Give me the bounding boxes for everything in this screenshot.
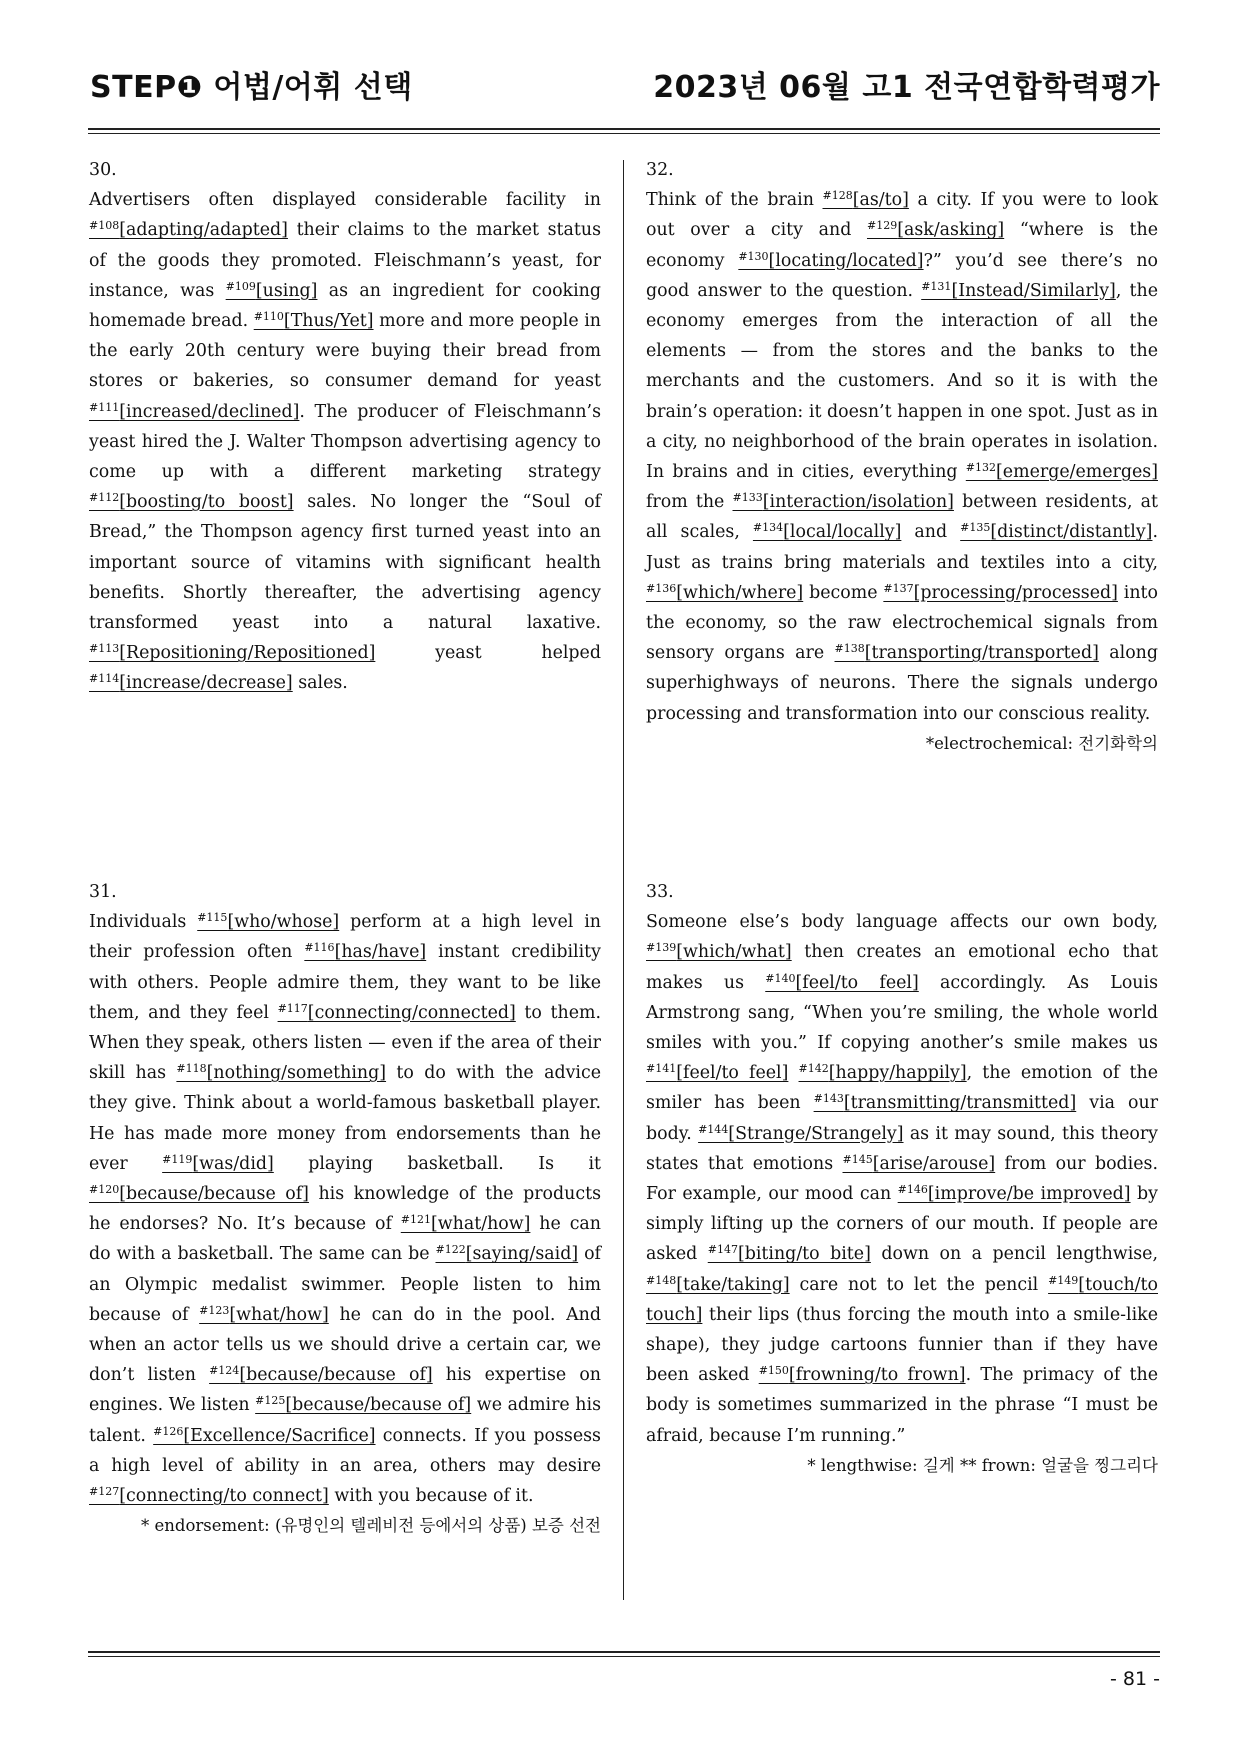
- passage-text: his expertise on engines. We listen: [89, 1365, 601, 1416]
- answer-blank: [867, 220, 1004, 240]
- answer-blank: [799, 1063, 967, 1083]
- blank-options: [which/what]: [676, 942, 792, 963]
- answer-blank: [89, 402, 299, 422]
- passage-text: his knowledge of the products he endorses? No. It’s because of: [89, 1184, 601, 1235]
- passage-text: he can do in the pool. And when an actor tells us we should drive a certain car, we don’t listen: [89, 1304, 601, 1386]
- blank-number: #120: [89, 1183, 120, 1197]
- answer-blank: [255, 1395, 471, 1415]
- answer-blank: [197, 912, 339, 932]
- blank-number: #117: [277, 1001, 308, 1015]
- passage-text: down on a pencil lengthwise,: [870, 1244, 1158, 1265]
- question-number: 33.: [646, 882, 674, 902]
- answer-blank: [835, 643, 1099, 663]
- blank-options: [biting/to bite]: [737, 1244, 871, 1265]
- passage-text: as it may sound, this theory states that emotions: [646, 1123, 1158, 1174]
- blank-options: [happy/happily]: [828, 1063, 967, 1084]
- blank-options: [Thus/Yet]: [283, 311, 374, 332]
- blank-options: [locating/located]: [768, 250, 924, 271]
- blank-number: #137: [883, 581, 914, 595]
- blank-options: [frowning/to frown]: [788, 1365, 966, 1386]
- blank-options: [Instead/Similarly]: [951, 280, 1116, 301]
- blank-options: [Strange/Strangely]: [728, 1123, 904, 1144]
- answer-blank: [304, 942, 426, 962]
- passage-text: connects. If you possess a high level of ability in an area, others may desire: [89, 1425, 601, 1476]
- blank-number: #139: [646, 941, 677, 955]
- passage-text: [788, 1063, 798, 1083]
- answer-blank: [209, 1365, 433, 1385]
- blank-number: #122: [435, 1243, 466, 1257]
- answer-blank: [278, 1003, 516, 1023]
- passage-text: then creates an emotional echo that makes us: [646, 942, 1158, 993]
- blank-number: #111: [89, 400, 120, 414]
- blank-options: [has/have]: [334, 942, 427, 963]
- blank-options: [because/because of]: [239, 1365, 433, 1386]
- blank-number: #130: [738, 249, 769, 263]
- blank-options: [processing/processed]: [913, 582, 1118, 603]
- blank-options: [feel/to feel]: [795, 972, 919, 993]
- answer-blank: [89, 492, 294, 512]
- blank-number: #113: [89, 642, 120, 656]
- passage-text: he can do with a basketball. The same can be: [89, 1214, 601, 1265]
- blank-options: [touch/to touch]: [646, 1274, 1158, 1325]
- answer-blank: [843, 1154, 996, 1174]
- blank-options: [connecting/to connect]: [119, 1486, 329, 1507]
- passage-text: from the: [646, 492, 733, 513]
- passage-text: their claims to the market status of the goods they promoted. Fleischmann’s yeast, for instance, was: [89, 220, 601, 301]
- passage-text: we admire his talent.: [89, 1395, 601, 1446]
- blank-number: #131: [921, 279, 952, 293]
- passage-text: as an ingredient for cooking homemade bread.: [89, 280, 601, 332]
- answer-blank: [89, 220, 288, 240]
- passage-text: of an Olympic medalist swimmer. People listen to him because of: [89, 1244, 601, 1325]
- passage-text: and: [901, 522, 961, 543]
- passage-text: sales. No longer the “Soul of Bread,” the Thompson agency first turned yeast into an important source of vitamins with significant health benefits. Shortly thereafter, the advertising agency transformed yeast into a natural laxative.: [89, 492, 601, 634]
- blank-number: #112: [89, 491, 120, 505]
- passage-text: Think of the brain: [646, 190, 823, 211]
- answer-blank: [960, 522, 1152, 542]
- question-passage: [646, 185, 1158, 729]
- blank-options: [because/because of]: [285, 1395, 472, 1416]
- answer-blank: [759, 1365, 966, 1385]
- answer-blank: [89, 1184, 309, 1204]
- blank-options: [what/how]: [430, 1214, 531, 1235]
- answer-blank: [435, 1244, 578, 1264]
- answer-blank: [698, 1124, 903, 1144]
- blank-options: [nothing/something]: [206, 1063, 387, 1084]
- passage-text: into the economy, so the raw electrochemical signals from sensory organs are: [646, 582, 1158, 664]
- passage-text: between residents, at all scales,: [646, 492, 1158, 543]
- question-30: [89, 155, 601, 699]
- blank-options: [saying/said]: [465, 1244, 579, 1265]
- blank-options: [local/locally]: [783, 522, 902, 543]
- question-33: [646, 877, 1158, 1481]
- blank-options: [because/because of]: [119, 1184, 309, 1205]
- blank-options: [distinct/distantly]: [990, 522, 1153, 543]
- passage-text: instant credibility with others. People admire them, they want to be like them, and they feel: [89, 942, 601, 1023]
- answer-blank: [823, 190, 909, 210]
- passage-text: become: [803, 582, 884, 603]
- passage-text: from our bodies. For example, our mood can: [646, 1153, 1158, 1205]
- answer-blank: [898, 1184, 1131, 1204]
- passage-text: . The producer of Fleischmann’s yeast hired the J. Walter Thompson advertising agency to come up with a different marketing strategy: [89, 401, 601, 483]
- question-passage: [646, 907, 1158, 1451]
- passage-text: to do with the advice they give. Think about a world-famous basketball player. He has made more money from endorsements than he ever: [89, 1063, 601, 1174]
- page-number: - 81 -: [1110, 1668, 1160, 1690]
- blank-options: [increased/declined]: [119, 401, 300, 422]
- blank-number: #118: [176, 1062, 207, 1076]
- blank-options: [Excellence/Sacrifice]: [183, 1425, 376, 1446]
- answer-blank: [646, 942, 792, 962]
- blank-number: #125: [255, 1394, 286, 1408]
- blank-options: [connecting/connected]: [307, 1002, 516, 1023]
- blank-number: #135: [960, 521, 991, 535]
- blank-number: #119: [162, 1152, 193, 1166]
- blank-number: #123: [199, 1303, 230, 1317]
- passage-text: more and more people in the early 20th century were buying their bread from stores or bakeries, so consumer demand for yeast: [89, 311, 601, 392]
- blank-number: #150: [758, 1364, 789, 1378]
- passage-text: Advertisers often displayed considerable facility in: [89, 190, 601, 211]
- question-32: [646, 155, 1158, 759]
- answer-blank: [738, 251, 923, 271]
- question-number: 31.: [89, 882, 117, 902]
- answer-blank: [733, 492, 954, 512]
- blank-options: [transmitting/transmitted]: [843, 1093, 1077, 1114]
- blank-number: #140: [765, 971, 796, 985]
- answer-blank: [646, 583, 803, 603]
- passage-text: their lips (thus forcing the mouth into a smile-like shape), they judge cartoons funnier than if they have been asked: [646, 1304, 1158, 1386]
- answer-blank: [646, 1063, 788, 1083]
- blank-number: #149: [1048, 1273, 1079, 1287]
- answer-blank: [89, 673, 293, 693]
- blank-options: [adapting/adapted]: [119, 220, 288, 241]
- blank-number: #148: [646, 1273, 677, 1287]
- passage-text: accordingly. As Louis Armstrong sang, “When you’re smiling, the whole world smiles with you.” If copying another’s smile makes us: [646, 972, 1158, 1054]
- blank-number: #114: [89, 672, 120, 686]
- answer-blank: [708, 1244, 871, 1264]
- answer-blank: [401, 1214, 531, 1234]
- answer-blank: [89, 643, 375, 663]
- answer-blank: [254, 311, 374, 331]
- blank-options: [as/to]: [852, 190, 909, 211]
- footnote: *electrochemical: 전기화학의: [925, 733, 1158, 753]
- answer-blank: [162, 1154, 274, 1174]
- blank-number: #110: [253, 310, 284, 324]
- blank-number: #134: [752, 521, 784, 535]
- blank-options: [take/taking]: [676, 1274, 790, 1295]
- blank-options: [interaction/isolation]: [762, 492, 954, 513]
- blank-number: #146: [897, 1183, 928, 1197]
- blank-number: #141: [646, 1062, 677, 1076]
- blank-options: [improve/be improved]: [927, 1184, 1131, 1205]
- footnote: * endorsement: (유명인의 텔레비전 등에서의 상품) 보증 선전: [141, 1516, 601, 1536]
- blank-number: #108: [89, 219, 120, 233]
- passage-text: , the emotion of the smiler has been: [646, 1063, 1158, 1114]
- blank-number: #128: [822, 189, 853, 203]
- passage-text: . Just as trains bring materials and textiles into a city,: [646, 522, 1158, 573]
- passage-text: by simply lifting up the corners of our mouth. If people are asked: [646, 1184, 1158, 1265]
- blank-number: #127: [89, 1485, 120, 1499]
- footer-rule-thin: [88, 1656, 1160, 1657]
- header-right-title: 2023년 06월 고1 전국연합학력평가: [653, 70, 1160, 105]
- blank-number: #138: [834, 642, 865, 656]
- passage-text: . The primacy of the body is sometimes summarized in the phrase “I must be afraid, because I’m running.”: [646, 1365, 1159, 1446]
- blank-options: [transporting/transported]: [864, 643, 1099, 664]
- blank-number: #136: [646, 581, 677, 595]
- passage-text: along superhighways of neurons. There the signals undergo processing and transformation into our conscious reality.: [646, 643, 1158, 724]
- blank-number: #115: [197, 911, 228, 925]
- blank-options: [ask/asking]: [897, 220, 1005, 241]
- blank-options: [was/did]: [192, 1153, 274, 1174]
- answer-blank: [153, 1426, 375, 1446]
- header-left-title: STEP❶ 어법/어휘 선택: [90, 70, 413, 105]
- blank-number: #109: [225, 279, 256, 293]
- answer-blank: [89, 1486, 329, 1506]
- footnote: * lengthwise: 길게 ** frown: 얼굴을 찡그리다: [807, 1455, 1158, 1475]
- passage-text: perform at a high level in their profession often: [89, 912, 601, 963]
- passage-text: sales.: [292, 673, 348, 694]
- blank-number: #124: [209, 1364, 240, 1378]
- header-rule-thick: [88, 128, 1160, 130]
- blank-options: [emerge/emerges]: [996, 462, 1158, 483]
- blank-number: #132: [965, 461, 997, 475]
- answer-blank: [646, 1275, 790, 1295]
- answer-blank: [765, 973, 919, 993]
- blank-number: #142: [798, 1062, 829, 1076]
- blank-number: #126: [153, 1424, 184, 1438]
- answer-blank: [226, 281, 318, 301]
- question-number: 30.: [89, 160, 117, 180]
- answer-blank: [753, 522, 901, 542]
- blank-number: #143: [813, 1092, 844, 1106]
- blank-options: [feel/to feel]: [676, 1063, 789, 1084]
- passage-text: Individuals: [89, 912, 198, 933]
- blank-options: [increase/decrease]: [119, 673, 293, 694]
- blank-options: [who/whose]: [227, 912, 340, 933]
- header-rule-thin: [88, 133, 1160, 134]
- passage-text: yeast helped: [375, 643, 601, 664]
- blank-number: #133: [732, 491, 763, 505]
- answer-blank: [921, 281, 1116, 301]
- question-passage: [89, 907, 601, 1511]
- passage-text: to them. When they speak, others listen — even if the area of their skill has: [89, 1002, 602, 1084]
- passage-text: via our body.: [646, 1093, 1159, 1144]
- passage-text: with you because of it.: [328, 1486, 534, 1507]
- question-number: 32.: [646, 160, 674, 180]
- column-divider: [623, 160, 624, 1600]
- question-31: [89, 877, 601, 1541]
- passage-text: ?” you’d see there’s no good answer to the question.: [646, 250, 1158, 301]
- answer-blank: [966, 462, 1158, 482]
- blank-number: #144: [698, 1122, 729, 1136]
- blank-options: [using]: [255, 280, 318, 301]
- answer-blank: [176, 1063, 386, 1083]
- blank-options: [Repositioning/Repositioned]: [119, 643, 376, 664]
- answer-blank: [883, 583, 1118, 603]
- blank-number: #121: [400, 1213, 431, 1227]
- passage-text: , the economy emerges from the interaction of all the elements — from the stores and the banks to the merchants and the customers. And so it is with the brain’s operation: it doesn’t happen in one spot. Just as in a city, no neighborhood of the brain operates in isolation. In brains and in cities, everything: [646, 280, 1158, 483]
- blank-number: #145: [842, 1152, 873, 1166]
- blank-number: #147: [707, 1243, 738, 1257]
- blank-options: [which/where]: [676, 582, 804, 603]
- answer-blank: [199, 1305, 329, 1325]
- passage-text: Someone else’s body language affects our own body,: [646, 912, 1158, 933]
- question-passage: [89, 185, 601, 698]
- blank-number: #129: [866, 219, 898, 233]
- blank-number: #116: [304, 941, 335, 955]
- passage-text: playing basketball. Is it: [273, 1153, 601, 1174]
- passage-text: “where is the economy: [646, 220, 1158, 271]
- passage-text: a city. If you were to look out over a city and: [646, 190, 1158, 241]
- blank-options: [boosting/to boost]: [119, 492, 294, 513]
- blank-options: [what/how]: [229, 1304, 329, 1325]
- answer-blank: [814, 1093, 1077, 1113]
- passage-text: care not to let the pencil: [789, 1274, 1049, 1295]
- blank-options: [arise/arouse]: [872, 1153, 996, 1174]
- footer-rule-thick: [88, 1651, 1160, 1653]
